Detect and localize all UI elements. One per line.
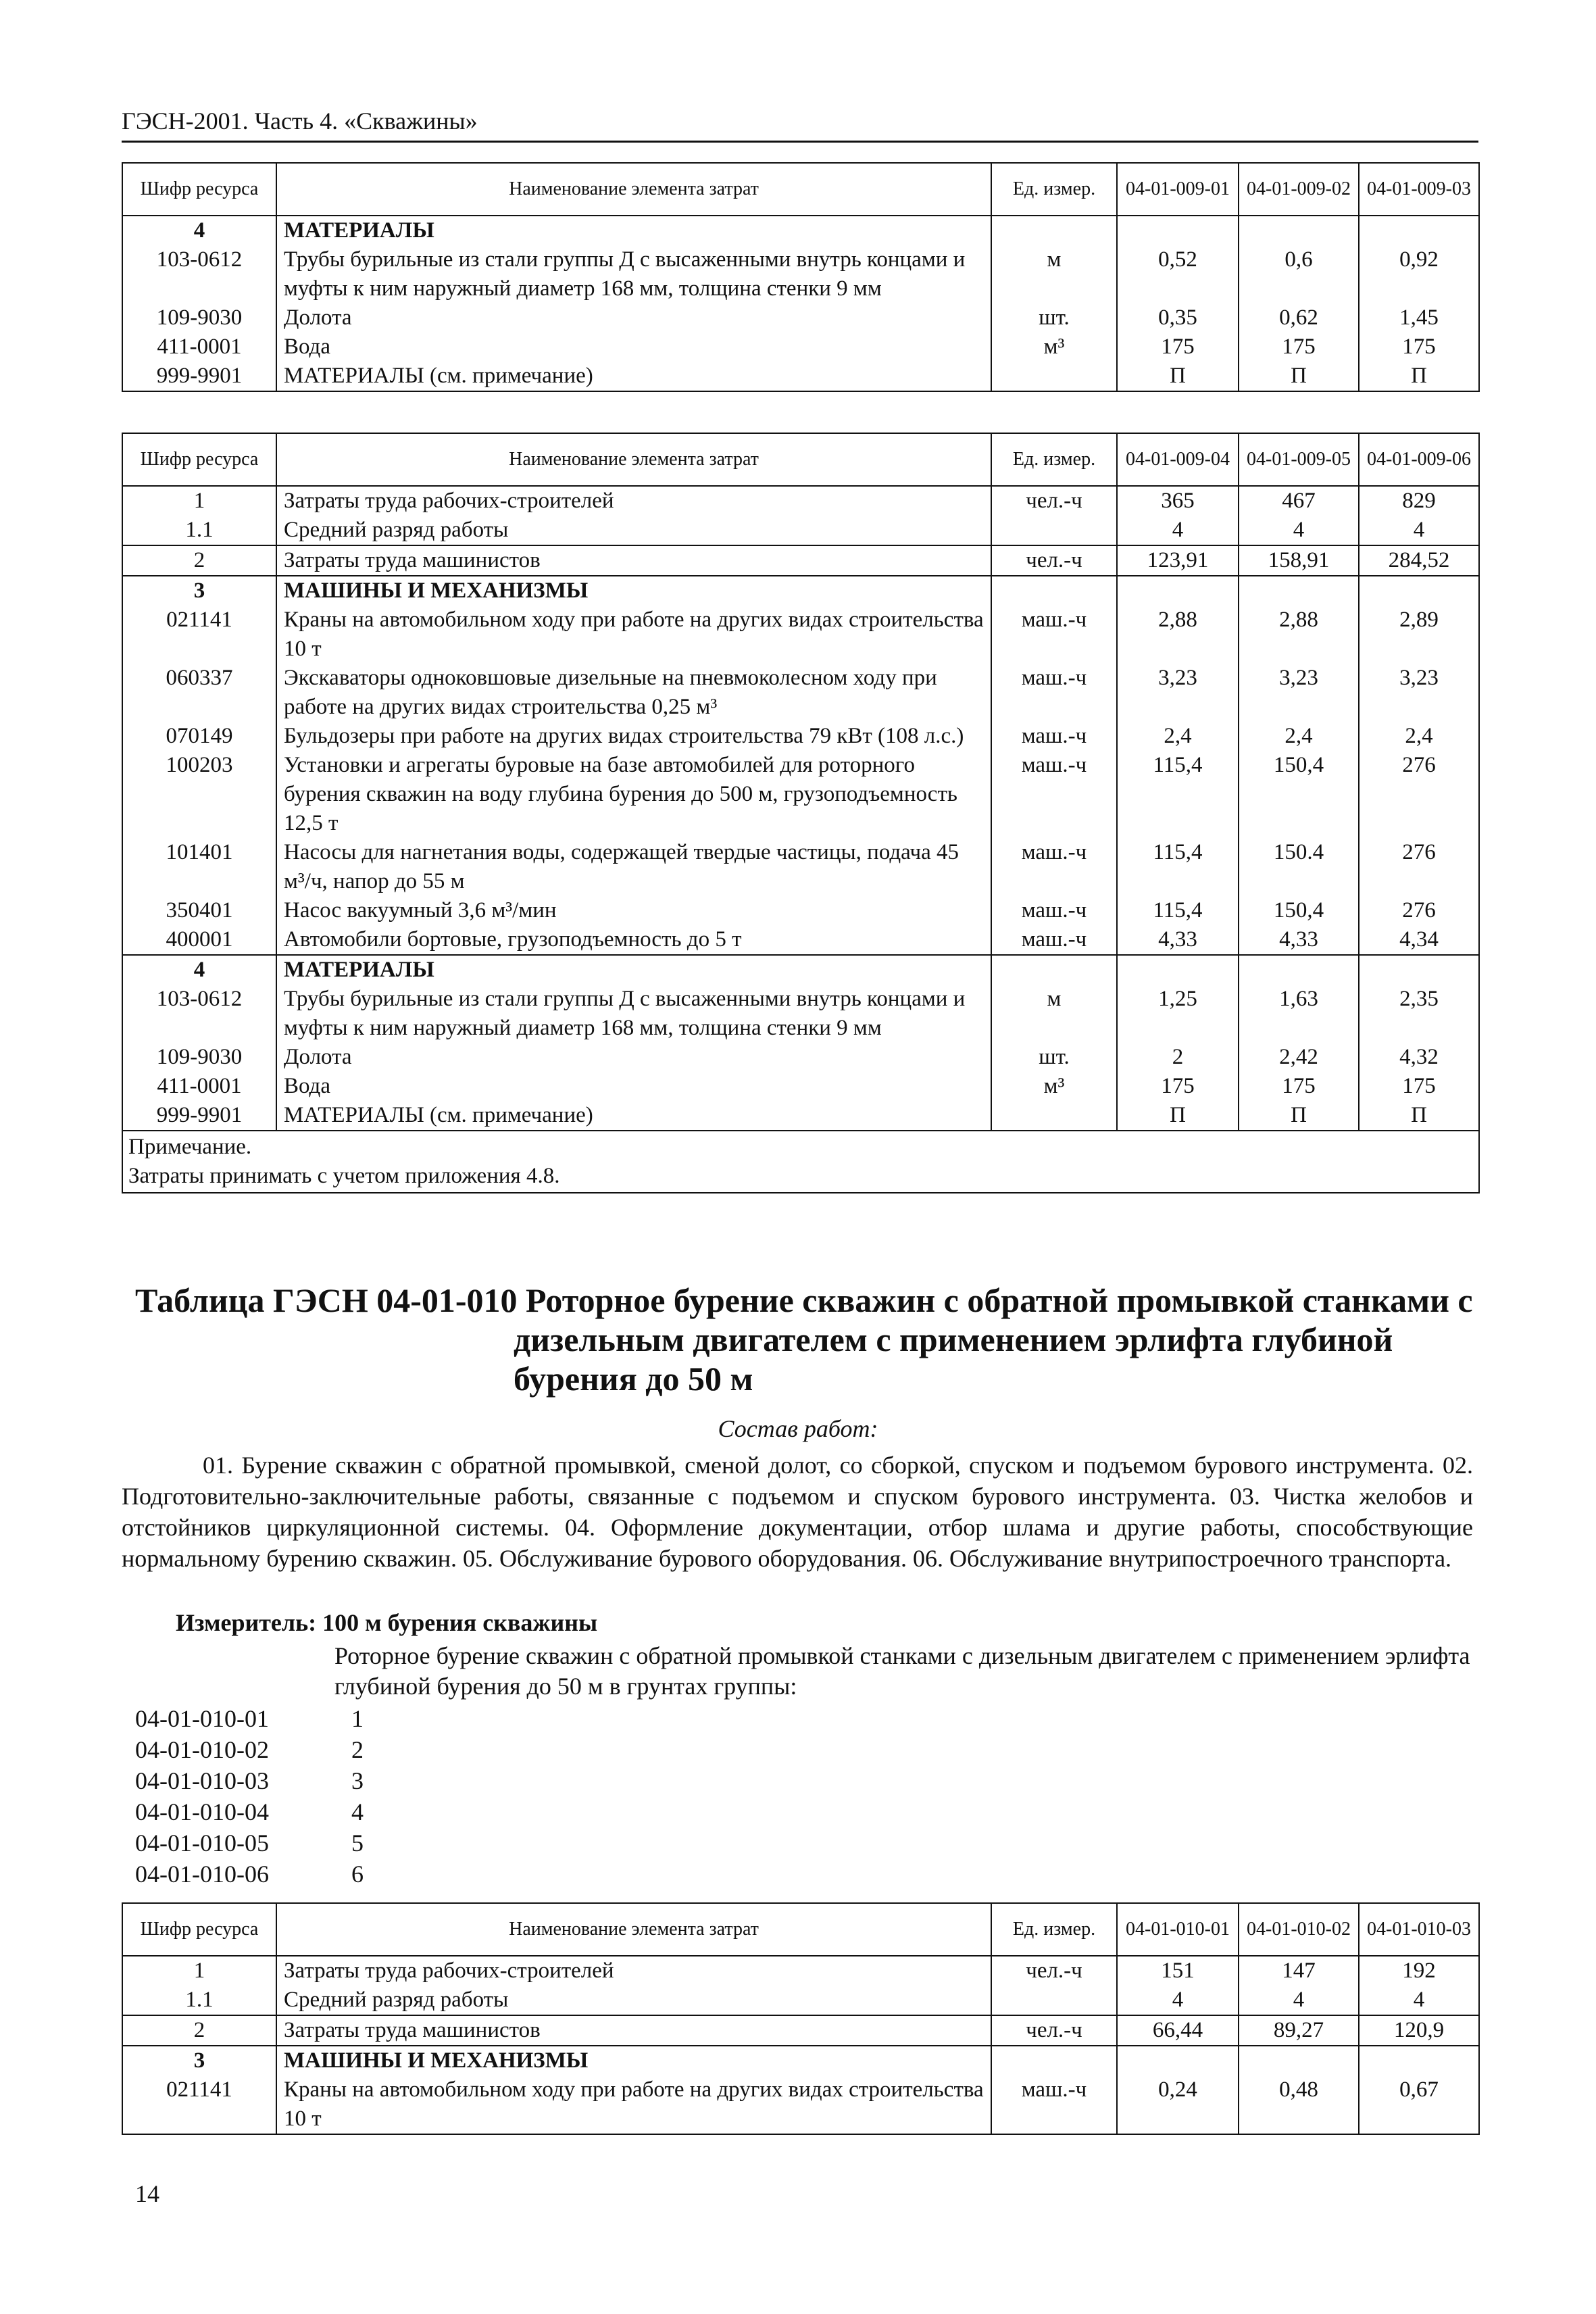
row-unit [991,516,1117,545]
row-value-2 [1239,2046,1359,2075]
row-unit: маш.-ч [991,925,1117,955]
row-name: МАТЕРИАЛЫ (см. примечание) [276,1101,991,1131]
header-rule [122,141,1478,143]
row-name: Вода [276,333,991,362]
table-row [122,722,1479,751]
row-value-2: 4 [1239,1986,1359,2015]
row-value-3: 192 [1359,1956,1479,1986]
row-code: 1 [122,486,276,516]
list-item [135,1765,364,1796]
row-name: Затраты труда рабочих-строителей [276,486,991,516]
soil-group: 3 [351,1767,364,1794]
row-unit [991,576,1117,606]
row-unit: маш.-ч [991,751,1117,838]
composition-text: 01. Бурение скважин с обратной промывкой, сменой долот, со сборкой, спуском и подъемом бурового инструмента. 02. Подготовительно-заключительные работы, связанные с подъемом и спуском бурового инструмента. 03. Чистка желобов и отстойников циркуляционной системы. 04. Оформление документации, отбор шлама и другие работы, способствующие нормальному бурению скважин. 05. Обслуживание бурового оборудования. 06. Обслуживание внутрипостроечного транспорта. [122,1452,1473,1572]
row-value-1: 115,4 [1117,896,1239,925]
col-header-norm-2: 04-01-009-02 [1239,163,1359,216]
soil-group: 1 [351,1705,364,1732]
note-text: Затраты принимать с учетом приложения 4.8. [128,1164,560,1188]
row-code: 4 [122,955,276,985]
table-row [122,1072,1479,1101]
table-row [122,576,1479,606]
row-unit: чел.-ч [991,486,1117,516]
row-code: 411-0001 [122,333,276,362]
row-unit: маш.-ч [991,896,1117,925]
row-value-1: 123,91 [1117,545,1239,576]
row-unit: маш.-ч [991,2075,1117,2134]
table-row [122,545,1479,576]
row-unit: маш.-ч [991,838,1117,896]
row-value-3 [1359,955,1479,985]
resource-table-009-04 [122,433,1480,1193]
col-header-norm-1: 04-01-009-01 [1117,163,1239,216]
row-unit: м [991,245,1117,303]
row-unit: шт. [991,1043,1117,1072]
row-value-3: 0,92 [1359,245,1479,303]
row-code: 1.1 [122,1986,276,2015]
row-value-1: 1,25 [1117,985,1239,1043]
row-code: 070149 [122,722,276,751]
table-row [122,606,1479,664]
row-value-3: 276 [1359,838,1479,896]
row-unit [991,1101,1117,1131]
norm-code: 04-01-010-02 [135,1736,269,1763]
composition-label: Состав работ: [718,1415,878,1442]
row-value-1: 3,23 [1117,664,1239,722]
row-value-2: 2,88 [1239,606,1359,664]
row-unit: маш.-ч [991,664,1117,722]
col-header-norm-5: 04-01-009-05 [1239,433,1359,486]
row-value-3: 276 [1359,896,1479,925]
row-value-3: 284,52 [1359,545,1479,576]
col-header-name: Наименование элемента затрат [276,433,991,486]
row-value-2: 150.4 [1239,838,1359,896]
soil-group: 5 [351,1829,364,1856]
col-header-name: Наименование элемента затрат [276,1903,991,1956]
row-unit: чел.-ч [991,545,1117,576]
row-value-2: 2,42 [1239,1043,1359,1072]
section-title-line-3: бурения до 50 м [514,1360,753,1398]
table-note [122,1131,1479,1193]
list-item [135,1858,364,1890]
row-value-1: 66,44 [1117,2015,1239,2046]
row-code: 3 [122,576,276,606]
col-header-norm-2: 04-01-010-02 [1239,1903,1359,1956]
row-value-1: 2,88 [1117,606,1239,664]
row-value-3: 175 [1359,1072,1479,1101]
soil-group: 6 [351,1861,364,1888]
col-header-norm-3: 04-01-010-03 [1359,1903,1479,1956]
row-value-2 [1239,216,1359,245]
row-value-2: 2,4 [1239,722,1359,751]
row-value-2: 175 [1239,333,1359,362]
row-value-3: 0,67 [1359,2075,1479,2134]
row-value-2: 4,33 [1239,925,1359,955]
row-value-3 [1359,2046,1479,2075]
row-name: Экскаваторы одноковшовые дизельные на пневмоколесном ходу при работе на других видах строительства 0,25 м³ [276,664,991,722]
table-note-row [122,1131,1479,1193]
table-row [122,333,1479,362]
table-row [122,955,1479,985]
row-code: 400001 [122,925,276,955]
soil-group: 2 [351,1736,364,1763]
table-row [122,751,1479,838]
row-unit: чел.-ч [991,2015,1117,2046]
row-name: МАТЕРИАЛЫ (см. примечание) [276,362,991,391]
norm-code: 04-01-010-04 [135,1798,269,1825]
row-code: 999-9901 [122,1101,276,1131]
row-code: 109-9030 [122,1043,276,1072]
row-value-1: 115,4 [1117,751,1239,838]
row-value-2: 150,4 [1239,896,1359,925]
col-header-code: Шифр ресурса [122,433,276,486]
row-value-3: 4 [1359,516,1479,545]
row-code: 3 [122,2046,276,2075]
row-value-1: 151 [1117,1956,1239,1986]
row-name: Затраты труда машинистов [276,545,991,576]
row-name: Бульдозеры при работе на других видах строительства 79 кВт (108 л.с.) [276,722,991,751]
row-code: 100203 [122,751,276,838]
row-code: 103-0612 [122,985,276,1043]
row-code: 021141 [122,2075,276,2134]
col-header-unit: Ед. измер. [991,163,1117,216]
row-value-2: 158,91 [1239,545,1359,576]
row-value-1 [1117,216,1239,245]
norm-caption: Роторное бурение скважин с обратной промывкой станками с дизельным двигателем с применением эрлифта глубиной бурения до 50 м в грунтах группы: [334,1642,1470,1700]
row-value-1: 4 [1117,1986,1239,2015]
table-row [122,664,1479,722]
norm-code: 04-01-010-06 [135,1861,269,1888]
col-header-code: Шифр ресурса [122,1903,276,1956]
row-value-3 [1359,576,1479,606]
table-row [122,245,1479,303]
list-item [135,1827,364,1858]
row-value-1: П [1117,362,1239,391]
row-unit: шт. [991,303,1117,333]
table-row [122,516,1479,545]
row-value-3: 4,32 [1359,1043,1479,1072]
row-value-3: 276 [1359,751,1479,838]
row-code: 103-0612 [122,245,276,303]
table-row [122,2015,1479,2046]
row-value-1: 0,52 [1117,245,1239,303]
row-value-2 [1239,955,1359,985]
row-value-2: 4 [1239,516,1359,545]
row-name: Трубы бурильные из стали группы Д с высаженными внутрь концами и муфты к ним наружный диаметр 168 мм, толщина стенки 9 мм [276,985,991,1043]
row-value-1: 2,4 [1117,722,1239,751]
row-name: Затраты труда машинистов [276,2015,991,2046]
row-code: 1.1 [122,516,276,545]
row-value-1: 365 [1117,486,1239,516]
row-value-3: 4,34 [1359,925,1479,955]
row-value-2: 467 [1239,486,1359,516]
row-value-2: П [1239,1101,1359,1131]
row-name: Долота [276,1043,991,1072]
row-value-1: 175 [1117,1072,1239,1101]
norm-code: 04-01-010-01 [135,1705,269,1732]
table-row [122,2075,1479,2134]
row-name: Трубы бурильные из стали группы Д с высаженными внутрь концами и муфты к ним наружный диаметр 168 мм, толщина стенки 9 мм [276,245,991,303]
row-unit [991,2046,1117,2075]
col-header-name: Наименование элемента затрат [276,163,991,216]
col-header-norm-4: 04-01-009-04 [1117,433,1239,486]
row-value-3: 120,9 [1359,2015,1479,2046]
row-name: Средний разряд работы [276,516,991,545]
row-value-1: 2 [1117,1043,1239,1072]
row-value-3: 3,23 [1359,664,1479,722]
row-value-1: 4,33 [1117,925,1239,955]
row-value-2: 89,27 [1239,2015,1359,2046]
page-number: 14 [135,2180,159,2207]
row-name: Краны на автомобильном ходу при работе на других видах строительства 10 т [276,606,991,664]
row-value-1 [1117,955,1239,985]
row-value-1 [1117,2046,1239,2075]
row-name: Долота [276,303,991,333]
table-row [122,1986,1479,2015]
row-value-3: 829 [1359,486,1479,516]
col-header-norm-6: 04-01-009-06 [1359,433,1479,486]
row-code: 2 [122,545,276,576]
row-value-2: 0,48 [1239,2075,1359,2134]
row-value-3: П [1359,1101,1479,1131]
row-value-1: П [1117,1101,1239,1131]
table-row [122,303,1479,333]
row-unit: чел.-ч [991,1956,1117,1986]
list-item [135,1734,364,1765]
row-code: 411-0001 [122,1072,276,1101]
row-unit: м³ [991,1072,1117,1101]
row-code: 1 [122,1956,276,1986]
row-unit: маш.-ч [991,722,1117,751]
row-code: 4 [122,216,276,245]
row-value-1: 0,35 [1117,303,1239,333]
table-row [122,216,1479,245]
row-code: 350401 [122,896,276,925]
section-title-line-2: дизельным двигателем с применением эрлифта глубиной [514,1321,1393,1358]
row-name: МАТЕРИАЛЫ [276,216,991,245]
row-value-1: 175 [1117,333,1239,362]
table-row [122,486,1479,516]
resource-table-010-01 [122,1902,1480,2135]
row-value-3: 2,4 [1359,722,1479,751]
col-header-code: Шифр ресурса [122,163,276,216]
row-name: Насос вакуумный 3,6 м³/мин [276,896,991,925]
row-unit [991,955,1117,985]
row-name: Средний разряд работы [276,1986,991,2015]
list-item [135,1796,364,1827]
row-value-2: 0,62 [1239,303,1359,333]
row-name: Вода [276,1072,991,1101]
table-row [122,2046,1479,2075]
col-header-unit: Ед. измер. [991,433,1117,486]
row-code: 999-9901 [122,362,276,391]
row-code: 2 [122,2015,276,2046]
row-value-1 [1117,576,1239,606]
norm-code-list [135,1703,364,1890]
row-value-1: 0,24 [1117,2075,1239,2134]
row-unit [991,216,1117,245]
measure-unit: Измеритель: 100 м бурения скважины [176,1609,598,1636]
table-row [122,896,1479,925]
row-value-1: 115,4 [1117,838,1239,896]
resource-table-009-01 [122,162,1480,392]
row-name: МАШИНЫ И МЕХАНИЗМЫ [276,2046,991,2075]
section-title-line-1: Таблица ГЭСН 04-01-010 Роторное бурение скважин с обратной промывкой станками с [135,1281,1473,1319]
row-value-1: 4 [1117,516,1239,545]
row-code: 021141 [122,606,276,664]
row-unit: маш.-ч [991,606,1117,664]
row-name: Затраты труда рабочих-строителей [276,1956,991,1986]
table-row [122,838,1479,896]
row-name: МАТЕРИАЛЫ [276,955,991,985]
soil-group: 4 [351,1798,364,1825]
norm-code: 04-01-010-05 [135,1829,269,1856]
row-value-3: 175 [1359,333,1479,362]
table-row [122,1956,1479,1986]
row-value-2: П [1239,362,1359,391]
row-name: Установки и агрегаты буровые на базе автомобилей для роторного бурения скважин на воду глубина бурения до 500 м, грузоподъемность 12,5 т [276,751,991,838]
row-unit [991,362,1117,391]
section-title [135,1281,1480,1398]
row-name: Краны на автомобильном ходу при работе на других видах строительства 10 т [276,2075,991,2134]
row-name: Автомобили бортовые, грузоподъемность до 5 т [276,925,991,955]
col-header-unit: Ед. измер. [991,1903,1117,1956]
row-value-2 [1239,576,1359,606]
row-unit: м³ [991,333,1117,362]
row-value-2: 0,6 [1239,245,1359,303]
row-value-2: 3,23 [1239,664,1359,722]
row-code: 060337 [122,664,276,722]
table-row [122,1101,1479,1131]
row-name: МАШИНЫ И МЕХАНИЗМЫ [276,576,991,606]
row-value-2: 175 [1239,1072,1359,1101]
row-value-3: 2,35 [1359,985,1479,1043]
row-code: 101401 [122,838,276,896]
note-title: Примечание. [128,1135,252,1159]
col-header-norm-1: 04-01-010-01 [1117,1903,1239,1956]
table-row [122,1043,1479,1072]
row-value-2: 1,63 [1239,985,1359,1043]
table-row [122,362,1479,391]
col-header-norm-3: 04-01-009-03 [1359,163,1479,216]
list-item [135,1703,364,1734]
page-header: ГЭСН-2001. Часть 4. «Скважины» [122,107,478,134]
row-name: Насосы для нагнетания воды, содержащей твердые частицы, подача 45 м³/ч, напор до 55 м [276,838,991,896]
row-value-2: 150,4 [1239,751,1359,838]
row-unit: м [991,985,1117,1043]
row-value-3: 1,45 [1359,303,1479,333]
row-value-3 [1359,216,1479,245]
row-code: 109-9030 [122,303,276,333]
table-row [122,985,1479,1043]
row-value-3: 4 [1359,1986,1479,2015]
row-unit [991,1986,1117,2015]
row-value-2: 147 [1239,1956,1359,1986]
row-value-3: 2,89 [1359,606,1479,664]
norm-code: 04-01-010-03 [135,1767,269,1794]
row-value-3: П [1359,362,1479,391]
table-row [122,925,1479,955]
